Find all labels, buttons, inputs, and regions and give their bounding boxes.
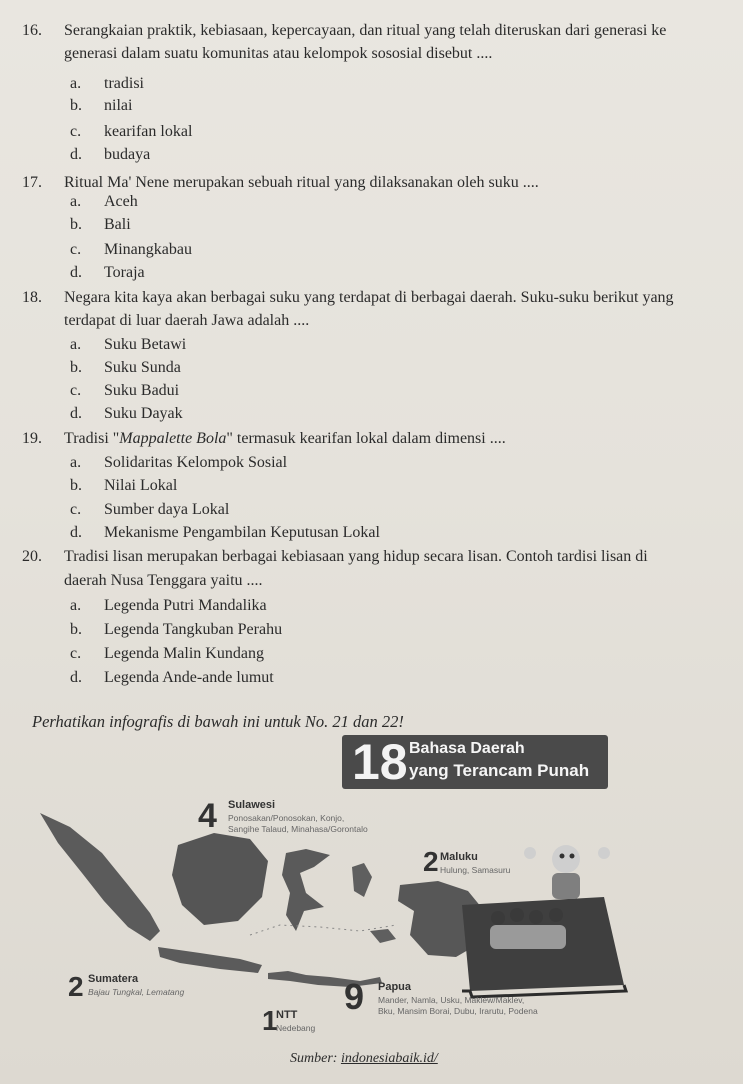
option-16c[interactable]: c. kearifan lokal xyxy=(70,123,193,140)
region-sumatera-lang1: Bajau Tungkal, Lematang xyxy=(88,987,185,997)
region-sulawesi-name: Sulawesi xyxy=(228,799,276,811)
region-sumatera-name: Sumatera xyxy=(88,973,139,985)
option-18b[interactable]: b. Suku Sunda xyxy=(70,359,181,376)
option-16b[interactable]: b. nilai xyxy=(70,97,133,114)
question-20-text-cont: daerah Nusa Tenggara yaitu .... xyxy=(64,572,263,589)
region-ntt-lang1: Nedebang xyxy=(276,1023,316,1033)
question-number: 18. xyxy=(22,289,42,306)
infographic xyxy=(0,735,743,1084)
region-ntt-name: NTT xyxy=(276,1009,298,1021)
question-16-text-cont: generasi dalam suatu komunitas atau kelompok sososial disebut .... xyxy=(64,45,493,62)
region-sulawesi-lang2: Sangihe Talaud, Minahasa/Gorontalo xyxy=(228,824,368,834)
option-17d[interactable]: d. Toraja xyxy=(70,264,145,281)
question-number: 17. xyxy=(22,174,42,191)
source-link[interactable]: indonesiabaik.id/ xyxy=(340,1051,438,1066)
option-16a[interactable]: a. tradisi xyxy=(70,75,144,92)
region-papua-lang2: Bku, Mansim Borai, Dubu, Irarutu, Podena xyxy=(378,1006,538,1016)
option-19b[interactable]: b. Nilai Lokal xyxy=(70,477,178,494)
option-19a[interactable]: a. Solidaritas Kelompok Sosial xyxy=(70,454,288,471)
option-16d[interactable]: d. budaya xyxy=(70,146,151,163)
region-papua-count: 9 xyxy=(344,976,365,1017)
question-18-text: 18. Negara kita kaya akan berbagai suku yang terdapat di berbagai daerah. Suku-suku berikut yang xyxy=(22,287,734,310)
option-20a[interactable]: a. Legenda Putri Mandalika xyxy=(70,597,267,614)
question-16-text: 16. Serangkaian praktik, kebiasaan, kepercayaan, dan ritual yang telah diteruskan dari generasi ke xyxy=(22,20,734,43)
region-ntt-count: 1 xyxy=(262,1005,278,1036)
banner-title-line2: yang Terancam Punah xyxy=(409,761,590,780)
question-17-text: 17. Ritual Ma' Nene merupakan sebuah ritual yang dilaksanakan oleh suku .... xyxy=(22,172,734,195)
question-20-text: 20. Tradisi lisan merupakan berbagai kebiasaan yang hidup secara lisan. Contoh tardisi lisan di xyxy=(22,546,734,569)
region-maluku-name: Maluku xyxy=(440,851,478,863)
banner-title-line1: Bahasa Daerah xyxy=(409,740,525,757)
region-sulawesi-count: 4 xyxy=(198,797,217,835)
banner-number: 18 xyxy=(352,734,408,790)
option-17b[interactable]: b. Bali xyxy=(70,216,131,233)
region-papua-lang1: Mander, Namla, Usku, Maklew/Maklev, xyxy=(378,995,525,1005)
map-nusa-tenggara xyxy=(268,971,382,987)
map-sulawesi xyxy=(282,849,330,931)
map-kalimantan xyxy=(172,833,268,925)
option-20b[interactable]: b. Legenda Tangkuban Perahu xyxy=(70,621,283,638)
region-papua-name: Papua xyxy=(378,981,412,993)
option-18c[interactable]: c. Suku Badui xyxy=(70,382,180,399)
map-maluku xyxy=(352,863,372,897)
region-sulawesi-lang1: Ponosakan/Ponosokan, Konjo, xyxy=(228,813,345,823)
question-number: 16. xyxy=(22,22,42,39)
option-19d[interactable]: d. Mekanisme Pengambilan Keputusan Lokal xyxy=(70,524,380,541)
map-sumatera xyxy=(40,813,160,941)
region-sumatera-count: 2 xyxy=(68,971,84,1002)
map-jawa xyxy=(158,947,262,973)
option-20c[interactable]: c. Legenda Malin Kundang xyxy=(70,645,264,662)
option-18a[interactable]: a. Suku Betawi xyxy=(70,336,187,353)
region-maluku-count: 2 xyxy=(423,846,439,877)
option-17a[interactable]: a. Aceh xyxy=(70,193,138,210)
map-maluku-south xyxy=(370,929,396,943)
question-number: 19. xyxy=(22,430,42,447)
infographic-intro: Perhatikan infografis di bawah ini untuk No. 21 dan 22! xyxy=(32,712,404,731)
question-18-text-cont: terdapat di luar daerah Jawa adalah .... xyxy=(64,312,310,329)
option-20d[interactable]: d. Legenda Ande-ande lumut xyxy=(70,669,274,686)
region-maluku-lang1: Hulung, Samasuru xyxy=(440,865,511,875)
option-19c[interactable]: c. Sumber daya Lokal xyxy=(70,501,230,518)
question-19-text: 19. Tradisi "Mappalette Bola" termasuk kearifan lokal dalam dimensi .... xyxy=(22,428,734,451)
infographic-source: Sumber: indonesiabaik.id/ xyxy=(290,1051,438,1066)
option-17c[interactable]: c. Minangkabau xyxy=(70,241,192,258)
option-18d[interactable]: d. Suku Dayak xyxy=(70,405,183,422)
question-number: 20. xyxy=(22,548,42,565)
